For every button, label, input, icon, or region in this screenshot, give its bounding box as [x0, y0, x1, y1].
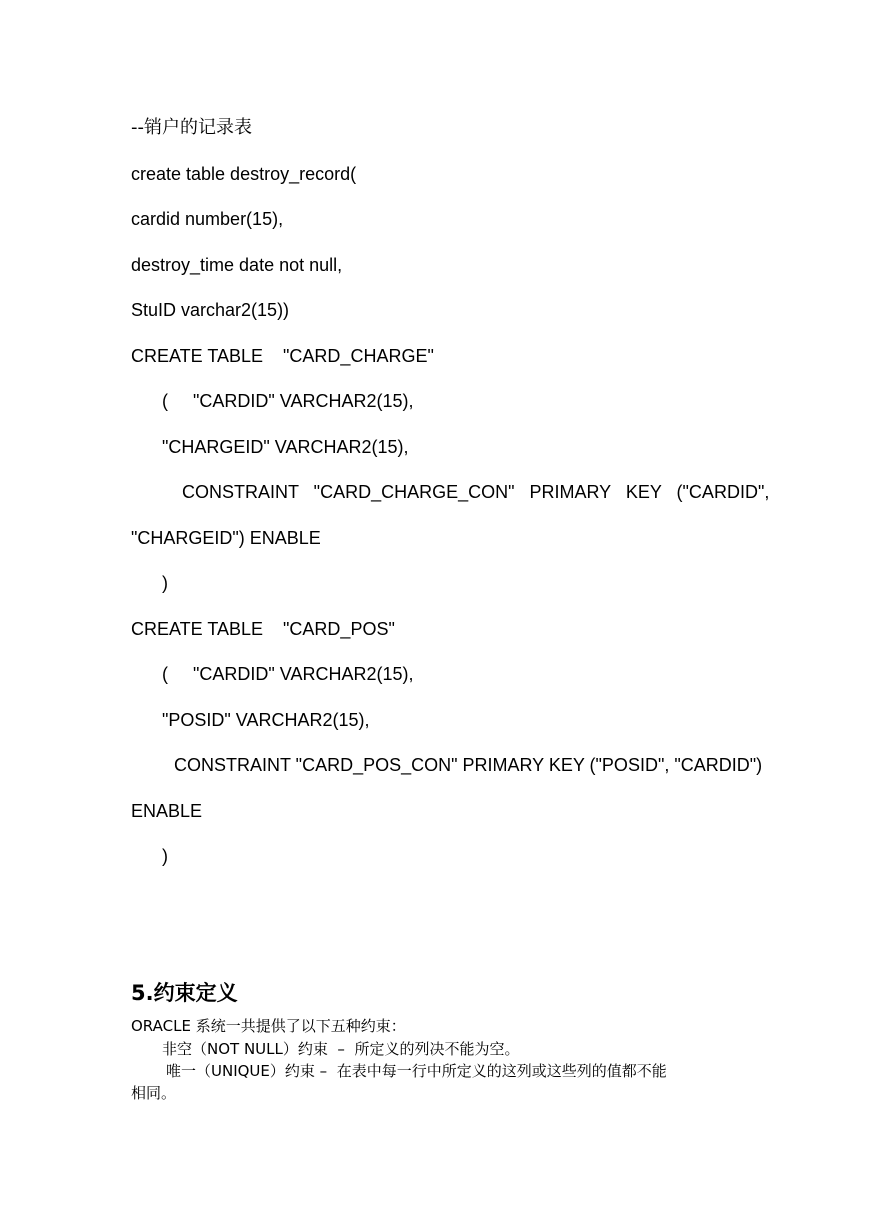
code-line: cardid number(15),	[131, 209, 284, 229]
section-intro: ORACLE 系统一共提供了以下五种约束：	[131, 1017, 406, 1035]
code-line: CONSTRAINT "CARD_POS_CON" PRIMARY KEY ("POSID", "CARDID")	[174, 755, 763, 775]
code-line: "CHARGEID" VARCHAR2(15),	[162, 437, 409, 457]
code-line: "CHARGEID") ENABLE	[131, 528, 321, 548]
code-line: ENABLE	[131, 801, 203, 821]
code-line: )	[162, 846, 168, 866]
code-line: create table destroy_record(	[131, 164, 357, 184]
code-line: ( "CARDID" VARCHAR2(15),	[162, 664, 414, 684]
code-line: CREATE TABLE "CARD_CHARGE"	[131, 346, 434, 366]
code-line: CONSTRAINT "CARD_CHARGE_CON" PRIMARY KEY ("CARDID",	[182, 482, 770, 502]
constraint-item-unique: 唯一（UNIQUE）约束 – 在表中每一行中所定义的这列或这些列的值都不能	[166, 1062, 667, 1080]
constraint-item-unique-continued: 相同。	[131, 1084, 177, 1102]
code-line: StuID varchar2(15))	[131, 300, 290, 320]
code-line: destroy_time date not null,	[131, 255, 343, 275]
code-line: )	[162, 573, 168, 593]
code-line: ( "CARDID" VARCHAR2(15),	[162, 391, 414, 411]
code-comment-line: --销户的记录表	[131, 117, 252, 138]
code-line: CREATE TABLE "CARD_POS"	[131, 619, 395, 639]
section-heading: 5.约束定义	[131, 981, 238, 1005]
constraint-item-not-null: 非空（NOT NULL）约束 – 所定义的列决不能为空。	[162, 1040, 520, 1058]
code-line: "POSID" VARCHAR2(15),	[162, 710, 370, 730]
